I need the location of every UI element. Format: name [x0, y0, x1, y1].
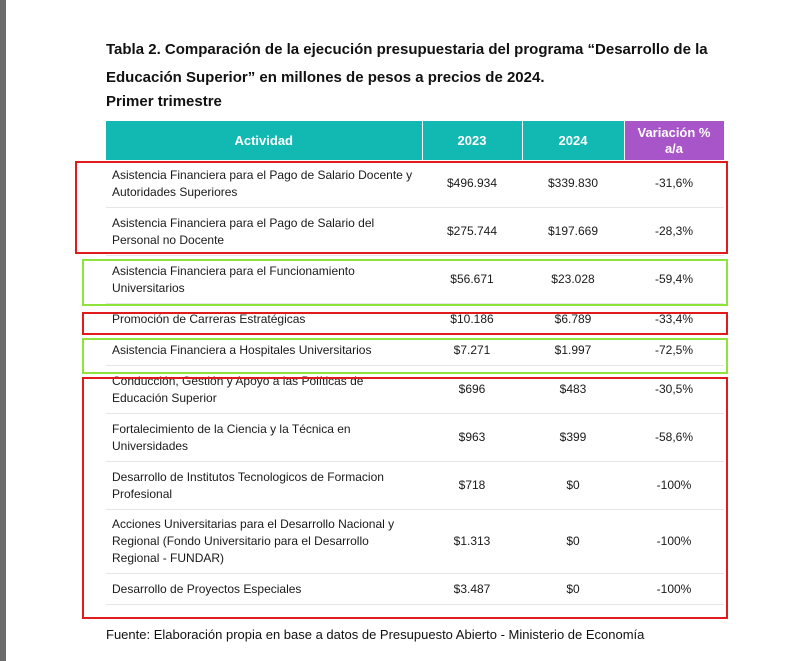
viewer-left-edge	[0, 0, 6, 661]
cell-2023: $10.186	[422, 304, 522, 335]
cell-activity: Desarrollo de Proyectos Especiales	[106, 574, 422, 605]
table-title: Tabla 2. Comparación de la ejecución presupuestaria del programa “Desarrollo de la Educación Superior” en millones de pesos a precios de 2024.	[106, 41, 708, 86]
cell-activity: Fortalecimiento de la Ciencia y la Técnica en Universidades	[106, 414, 422, 462]
cell-activity: Asistencia Financiera para el Funcionamiento Universitarios	[106, 256, 422, 304]
cell-activity: Asistencia Financiera para el Pago de Salario Docente y Autoridades Superiores	[106, 160, 422, 208]
cell-activity: Asistencia Financiera a Hospitales Universitarios	[106, 335, 422, 366]
cell-variation: -28,3%	[624, 208, 724, 256]
cell-variation: -58,6%	[624, 414, 724, 462]
cell-2024: $339.830	[522, 160, 624, 208]
cell-2023: $275.744	[422, 208, 522, 256]
cell-variation: -30,5%	[624, 366, 724, 414]
cell-activity: Acciones Universitarias para el Desarrollo Nacional y Regional (Fondo Universitario para el Desarrollo Regional - FUNDAR)	[106, 510, 422, 574]
cell-2024: $483	[522, 366, 624, 414]
source-note: Fuente: Elaboración propia en base a datos de Presupuesto Abierto - Ministerio de Economía	[106, 627, 645, 642]
cell-2024: $399	[522, 414, 624, 462]
table-row	[106, 256, 724, 304]
cell-2024: $0	[522, 510, 624, 574]
cell-variation: -59,4%	[624, 256, 724, 304]
cell-variation: -72,5%	[624, 335, 724, 366]
cell-activity: Desarrollo de Institutos Tecnologicos de Formacion Profesional	[106, 462, 422, 510]
cell-2024: $23.028	[522, 256, 624, 304]
table-row	[106, 414, 724, 462]
cell-activity: Conducción, Gestión y Apoyo a las Políticas de Educación Superior	[106, 366, 422, 414]
cell-2024: $0	[522, 574, 624, 605]
cell-2023: $496.934	[422, 160, 522, 208]
table-row	[106, 462, 724, 510]
header-variation: Variación % a/a	[624, 121, 724, 160]
table-row	[106, 208, 724, 256]
cell-activity: Asistencia Financiera para el Pago de Salario del Personal no Docente	[106, 208, 422, 256]
table-header-row	[106, 121, 724, 160]
table-subtitle: Primer trimestre	[106, 93, 222, 110]
budget-table	[106, 121, 725, 605]
cell-variation: -100%	[624, 510, 724, 574]
table-row	[106, 335, 724, 366]
cell-2024: $6.789	[522, 304, 624, 335]
cell-2023: $1.313	[422, 510, 522, 574]
header-2024: 2024	[522, 121, 624, 160]
cell-2023: $3.487	[422, 574, 522, 605]
cell-2023: $718	[422, 462, 522, 510]
header-activity: Actividad	[106, 121, 422, 160]
table-row	[106, 574, 724, 605]
cell-2024: $0	[522, 462, 624, 510]
cell-2024: $197.669	[522, 208, 624, 256]
cell-2023: $56.671	[422, 256, 522, 304]
cell-2023: $696	[422, 366, 522, 414]
table-row	[106, 510, 724, 574]
table-row	[106, 366, 724, 414]
cell-variation: -31,6%	[624, 160, 724, 208]
cell-2023: $963	[422, 414, 522, 462]
cell-2023: $7.271	[422, 335, 522, 366]
table-row	[106, 304, 724, 335]
table-row	[106, 160, 724, 208]
cell-2024: $1.997	[522, 335, 624, 366]
cell-variation: -100%	[624, 462, 724, 510]
cell-variation: -100%	[624, 574, 724, 605]
cell-activity: Promoción de Carreras Estratégicas	[106, 304, 422, 335]
header-2023: 2023	[422, 121, 522, 160]
cell-variation: -33,4%	[624, 304, 724, 335]
